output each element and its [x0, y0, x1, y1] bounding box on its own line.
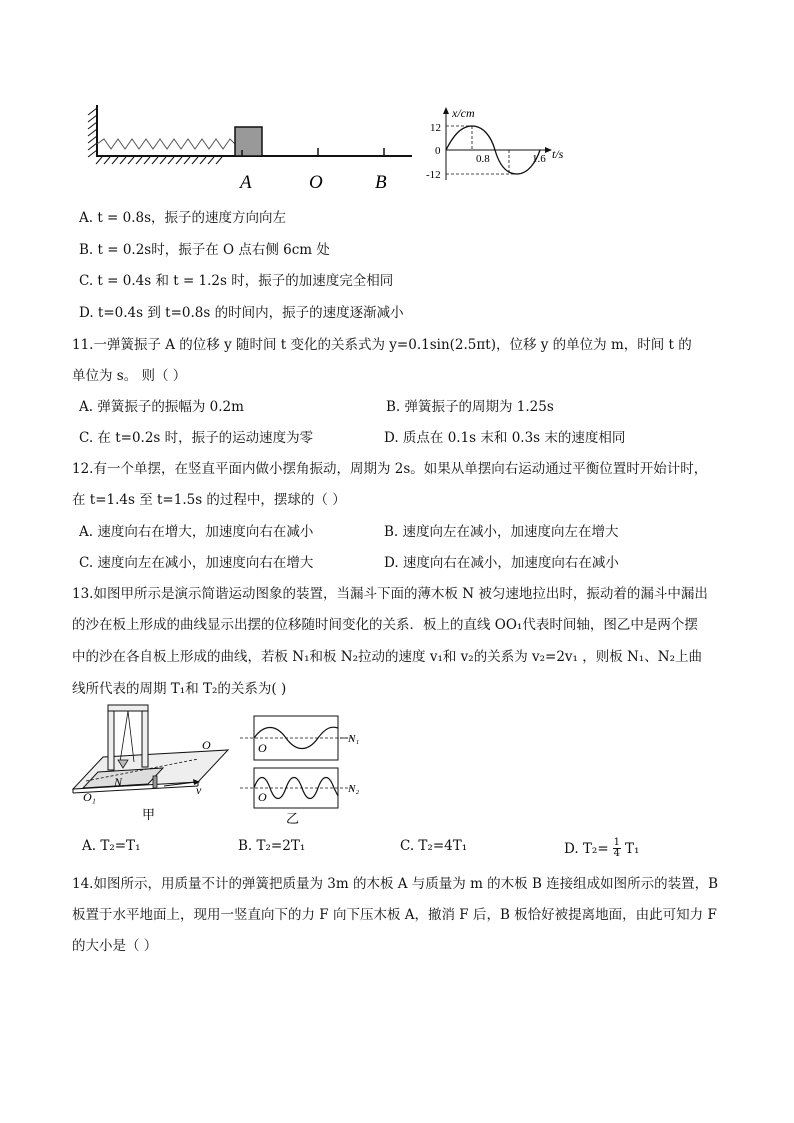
q11-stem-line2: 单位为 s。 则（ ）	[72, 368, 187, 384]
sand-pendulum-figure-jia	[68, 702, 238, 827]
jia-label-o: O	[202, 738, 211, 752]
q13-option-d-suffix: T₁	[625, 840, 640, 857]
q14-stem-line3: 的大小是（ ）	[72, 938, 158, 954]
tick-1-6: 1.6	[532, 153, 546, 165]
q11-stem-line1: 11.一弹簧振子 A 的位移 y 随时间 t 变化的关系式为 y=0.1sin(2.5πt)，位移 y 的单位为 m，时间 t 的	[72, 337, 692, 353]
q12-option-b: B. 速度向左在减小，加速度向左在增大	[384, 524, 619, 540]
label-a: A	[240, 172, 252, 193]
q10-option-d: D. t=0.4s 到 t=0.8s 的时间内，振子的速度逐渐减小	[79, 305, 404, 321]
q13-option-d-prefix: D. T₂=	[564, 840, 609, 857]
q11-option-c: C. 在 t=0.2s 时，振子的运动速度为零	[79, 430, 314, 446]
q13-stem-line2: 的沙在板上形成的曲线显示出摆的位移随时间变化的关系．板上的直线 OO₁代表时间轴，图乙中是两个摆	[72, 617, 698, 633]
spring	[97, 139, 235, 149]
yi-label-n1: N₁	[348, 733, 360, 745]
jia-label-v: v	[196, 783, 202, 797]
jia-label-n: N	[114, 775, 123, 789]
yi-label-o-top: O	[258, 741, 267, 755]
fraction	[613, 838, 621, 859]
q11-option-b: B. 弹簧振子的周期为 1.25s	[386, 399, 554, 415]
fraction-numerator: 1	[613, 837, 621, 848]
spring-oscillator-figure	[80, 100, 420, 195]
y-axis-label: x/cm	[452, 106, 475, 120]
displacement-time-graph	[420, 104, 580, 184]
yi-label-o-bottom: O	[258, 790, 267, 804]
q13-stem-line4: 线所代表的周期 T₁和 T₂的关系为( )	[72, 681, 287, 697]
fraction-denominator: 4	[613, 848, 621, 859]
q12-stem-line2: 在 t=1.4s 至 t=1.5s 的过程中，摆球的（ ）	[72, 492, 346, 508]
sand-curves-figure-yi	[236, 712, 376, 827]
oscillator-block	[235, 127, 262, 156]
q12-option-c: C. 速度向左在减小，加速度向右在增大	[79, 555, 314, 571]
q11-option-d: D. 质点在 0.1s 末和 0.3s 末的速度相同	[384, 430, 626, 446]
q10-option-c: C. t = 0.4s 和 t = 1.2s 时，振子的加速度完全相同	[79, 273, 394, 289]
jia-label-o1: O₁	[83, 790, 96, 804]
yi-label-n2: N₂	[348, 783, 360, 795]
x-axis-label: t/s	[552, 147, 564, 161]
tick-neg12: -12	[426, 169, 441, 181]
tick-0-8: 0.8	[476, 153, 490, 165]
q13-option-b: B. T₂=2T₁	[238, 838, 306, 854]
q11-option-a: A. 弹簧振子的振幅为 0.2m	[79, 399, 244, 415]
q14-stem-line2: 板置于水平地面上，现用一竖直向下的力 F 向下压木板 A，撤消 F 后，B 板恰好被提离地面，由此可知力 F	[72, 907, 717, 923]
q12-stem-line1: 12.有一个单摆，在竖直平面内做小摆角振动，周期为 2s。如果从单摆向右运动通过平衡位置时开始计时，	[72, 461, 708, 477]
tick-0: 0	[435, 145, 441, 157]
q10-option-a: A. t = 0.8s，振子的速度方向向左	[79, 210, 287, 226]
q13-option-a: A. T₂=T₁	[82, 838, 141, 854]
q14-stem-line1: 14.如图所示，用质量不计的弹簧把质量为 3m 的木板 A 与质量为 m 的木板 B 连接组成如图所示的装置，B	[72, 876, 719, 892]
q13-stem-line3: 中的沙在各自板上形成的曲线，若板 N₁和板 N₂拉动的速度 v₁和 v₂的关系为 v₂=2v₁ ，则板 N₁、N₂上曲	[72, 649, 702, 665]
jia-caption: 甲	[142, 807, 156, 822]
yi-caption: 乙	[286, 811, 300, 826]
q13-option-c: C. T₂=4T₁	[400, 838, 468, 854]
tick-12: 12	[430, 122, 441, 134]
label-b: B	[375, 172, 387, 193]
q12-option-a: A. 速度向右在增大，加速度向右在减小	[79, 524, 314, 540]
q13-option-d	[564, 838, 639, 859]
q13-stem-line1: 13.如图甲所示是演示简谐运动图象的装置，当漏斗下面的薄木板 N 被匀速地拉出时，振动着的漏斗中漏出	[72, 586, 708, 602]
q10-option-b: B. t = 0.2s时，振子在 O 点右侧 6cm 处	[79, 242, 330, 258]
label-o: O	[309, 172, 323, 193]
q12-option-d: D. 速度向右在减小，加速度向右在减小	[384, 555, 619, 571]
